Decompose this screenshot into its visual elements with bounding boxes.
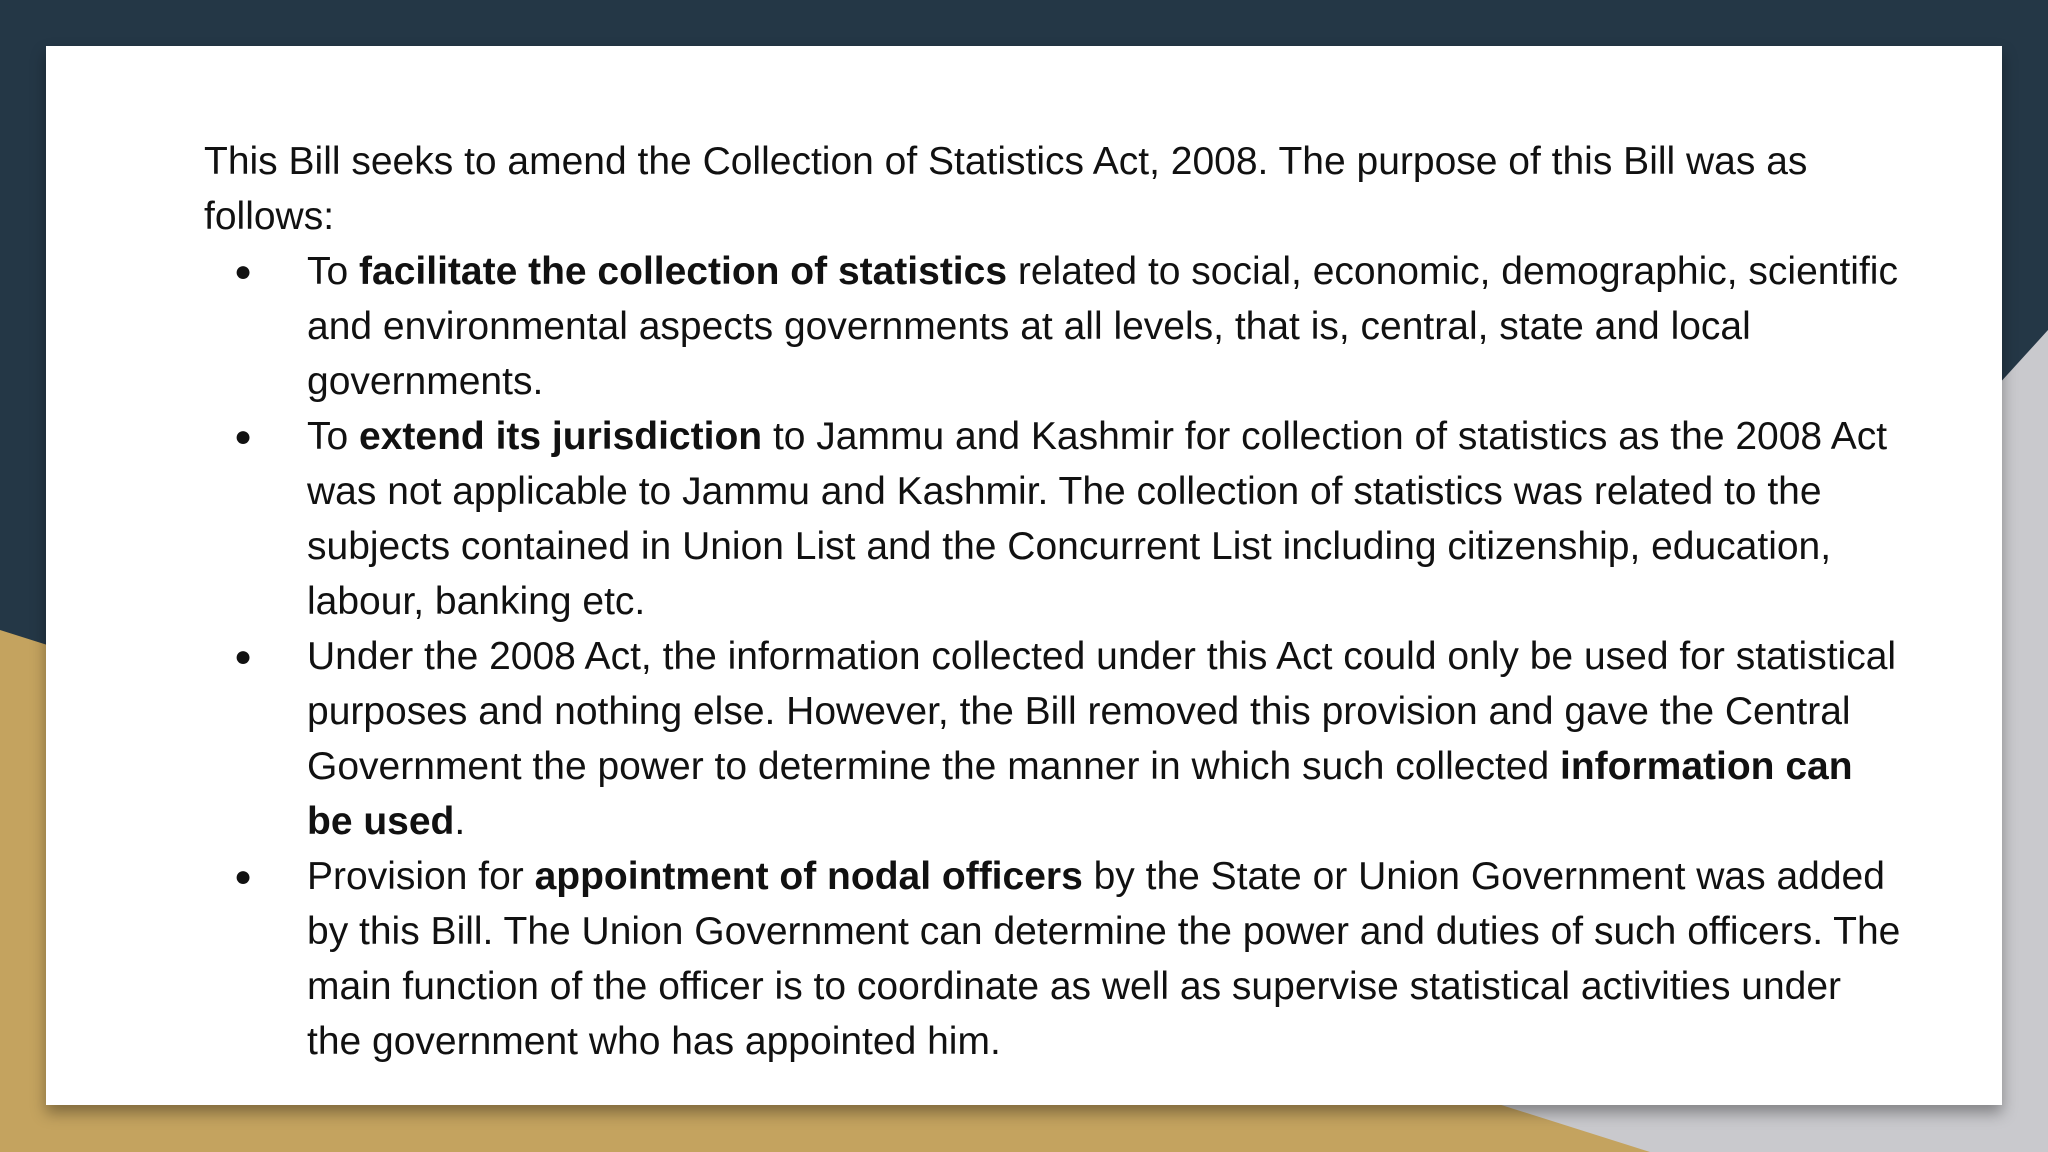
bullet-text-bold: extend its jurisdiction (359, 415, 763, 458)
slide-card (46, 46, 2002, 1105)
bullet-item-nodal-officers (204, 849, 1904, 1069)
bullet-text-bold: facilitate the collection of statistics (359, 250, 1008, 293)
bullet-text-bold: appointment of nodal officers (534, 855, 1083, 898)
bullet-text-before: Under the 2008 Act, the information collected under this Act could only be used for statistical purposes and nothing else. However, the Bill removed this provision and gave the Central Government the power to determine the manner in which such collected (307, 635, 1897, 788)
bullet-text-bold: information can be used (307, 745, 1853, 843)
bullet-text-before: To (307, 415, 360, 458)
bullet-dot-icon: ● (234, 860, 253, 893)
bullet-text-after: related to social, economic, demographic, scientific and environmental aspects governments at all levels, that is, central, state and local governments. (307, 250, 1898, 403)
bullet-dot-icon: ● (234, 420, 253, 453)
bullet-text-after: . (454, 800, 466, 843)
bullet-text-before: To (307, 250, 360, 293)
slide-body (204, 134, 1904, 1069)
bullet-item-jurisdiction (204, 409, 1904, 629)
bullet-text-after: by the State or Union Government was added by this Bill. The Union Government can determine the power and duties of such officers. The main function of the officer is to coordinate as well as supervise statistical activities under the government who has appointed him. (307, 855, 1901, 1063)
bullet-dot-icon: ● (234, 255, 253, 288)
bullet-text-before: Provision for (307, 855, 535, 898)
bullet-item-facilitate (204, 244, 1904, 409)
intro-paragraph: This Bill seeks to amend the Collection of Statistics Act, 2008. The purpose of this Bill was as follows: (204, 140, 1808, 238)
bullet-item-information-use (204, 629, 1904, 849)
bullet-dot-icon: ● (234, 640, 253, 673)
bullet-list (204, 244, 1904, 1069)
bullet-text-after: to Jammu and Kashmir for collection of statistics as the 2008 Act was not applicable to Jammu and Kashmir. The collection of statistics was related to the subjects contained in Union List and the Concurrent List including citizenship, education, labour, banking etc. (307, 415, 1888, 623)
